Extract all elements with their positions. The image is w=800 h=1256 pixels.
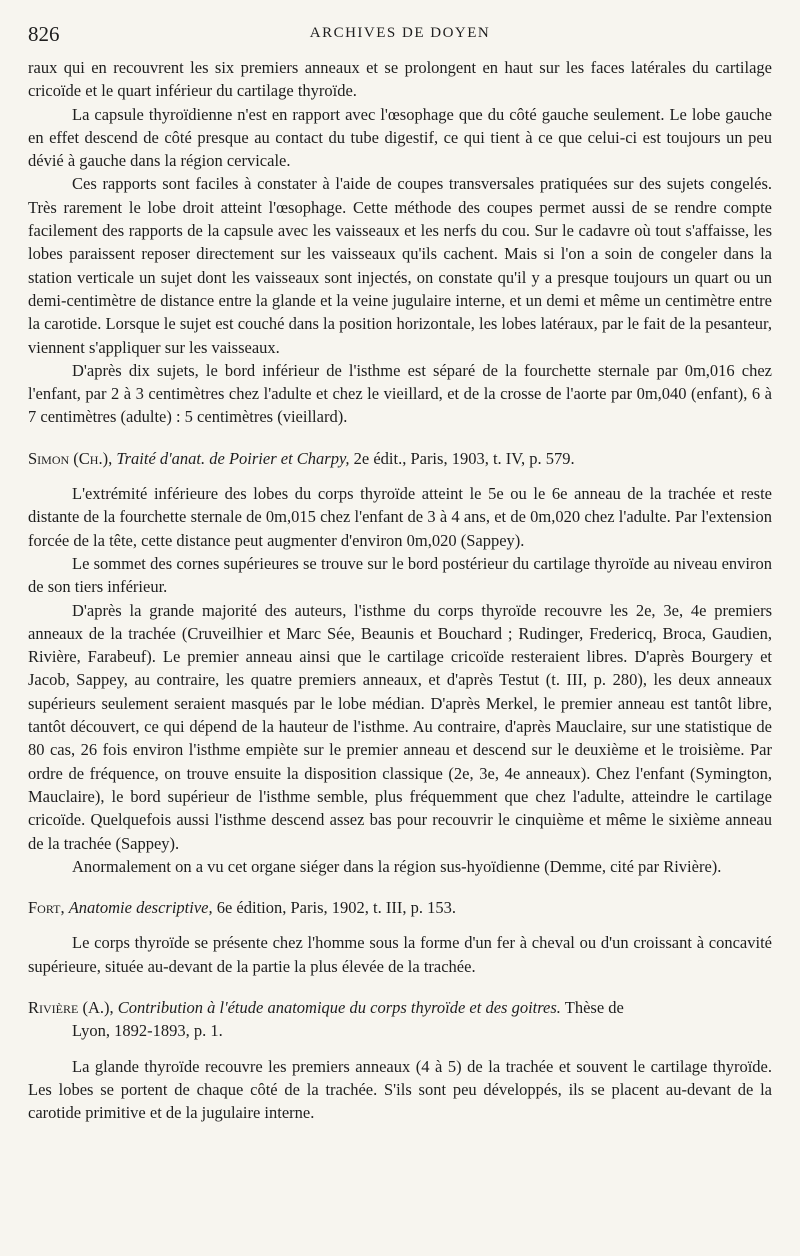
paragraph: L'extrémité inférieure des lobes du corps thyroïde atteint le 5e ou le 6e anneau de la trachée et reste distante de la fourchette sternale de 0m,015 chez l'enfant de 3 à 4 ans, et de 0m,020 chez l'adulte. Par l'extension forcée de la tête, cette distance peut augmenter d'environ 0m,020 (Sappey).	[28, 484, 772, 550]
running-head: ARCHIVES DE DOYEN	[309, 25, 491, 41]
reference-details: 2e édit., Paris, 1903, t. IV, p. 579.	[353, 448, 575, 468]
page-number: 826	[28, 22, 60, 46]
reference-fort	[28, 896, 772, 919]
page-header	[28, 22, 772, 56]
paragraph: La glande thyroïde recouvre les premiers anneaux (4 à 5) de la trachée et souvent le cartilage thyroïde. Les lobes se portent de chaque côté de la trachée. S'ils sont peu développés, ils se placent au-devant de la carotide primitive et de la jugulaire interne.	[28, 1056, 772, 1123]
paragraph: Le sommet des cornes supérieures se trouve sur le bord postérieur du cartilage thyroïde au niveau environ de son tiers inférieur.	[28, 553, 772, 597]
reference-simon	[28, 447, 772, 470]
reference-details: 6e édition, Paris, 1902, t. III, p. 153.	[216, 898, 456, 918]
reference-title: Contribution à l'étude anatomique du corps thyroïde et des goitres.	[117, 997, 561, 1017]
reference-title: Traité d'anat. de Poirier et Charpy,	[116, 448, 350, 468]
reference-author: Fort,	[28, 898, 65, 918]
reference-author: Rivière (A.),	[28, 997, 114, 1017]
paragraph: D'après la grande majorité des auteurs, l'isthme du corps thyroïde recouvre les 2e, 3e, 4e premiers anneaux de la trachée (Cruveilhier et Marc Sée, Beaunis et Bouchard ; Rudinger, Fredericq, Broca, Gaudien, Rivière, Farabeuf). Le premier anneau ainsi que le cartilage cricoïde resteraient libres. D'après Bourgery et Jacob, Sappey, au contraire, les quatre premiers anneaux, et d'après Testut (t. III, p. 280), les deux anneaux supérieurs seulement seraient masqués par le lobe médian. D'après Merkel, le premier anneau est tantôt libre, tantôt découvert, ce qui dépend de la hauteur de l'isthme. Au contraire, d'après Mauclaire, sur une statistique de 80 cas, 26 fois environ l'isthme empiète sur le premier anneau et descend sur le deuxième et le troisième. Par ordre de fréquence, on trouve ensuite la disposition classique (2e, 3e, 4e anneaux). Chez l'enfant (Symington, Mauclaire), le bord supérieur de l'isthme semble, plus fréquemment que chez l'adulte, atteindre le cartilage cricoïde. Quelquefois aussi l'isthme descend assez bas pour recouvrir le cinquième et même le sixième anneau de la trachée (Sappey).	[28, 600, 772, 853]
paragraph: Anormalement on a vu cet organe siéger dans la région sus-hyoïdienne (Demme, cité par Rivière).	[72, 856, 722, 876]
reference-title: Anatomie descriptive,	[68, 898, 213, 918]
reference-author: Simon (Ch.),	[28, 448, 113, 468]
reference-details: Thèse de	[564, 997, 624, 1017]
paragraph: La capsule thyroïdienne n'est en rapport avec l'œsophage que du côté gauche seulement. Le lobe gauche en effet descend de côté presque au contact du tube digestif, ce qui tient à ce que celui-ci est toujours un peu dévié à gauche dans la région cervicale.	[28, 104, 772, 171]
paragraph: Ces rapports sont faciles à constater à l'aide de coupes transversales pratiquées sur des sujets congelés. Très rarement le lobe droit atteint l'œsophage. Cette méthode des coupes permet aussi de se rendre compte facilement des rapports de la capsule avec les vaisseaux et les nerfs du cou. Sur le cadavre où tout s'affaisse, les lobes paraissent reposer directement sur les vaisseaux qu'ils cachent. Mais si l'on a soin de congeler dans la station verticale un sujet dont les vaisseaux sont injectés, on constate qu'il y a presque toujours un quart ou un demi-centimètre de distance entre la glande et la veine jugulaire interne, et un demi et même un centimètre entre la carotide. Lorsque le sujet est couché dans la position horizontale, les lobes latéraux, par le fait de la pesanteur, viennent s'appliquer sur les vaisseaux.	[28, 174, 772, 357]
paragraph: Le corps thyroïde se présente chez l'homme sous la forme d'un fer à cheval ou d'un croissant à concavité supérieure, située au-devant de la partie la plus élevée de la trachée.	[28, 933, 772, 976]
paragraph-continuation: raux qui en recouvrent les six premiers anneaux et se prolongent en haut sur les faces latérales du cartilage cricoïde et le quart inférieur du cartilage thyroïde.	[28, 58, 772, 101]
reference-details-line2: Lyon, 1892-1893, p. 1.	[72, 1021, 223, 1041]
paragraph: D'après dix sujets, le bord inférieur de l'isthme est séparé de la fourchette sternale par 0m,016 chez l'enfant, par 2 à 3 centimètres chez l'adulte et chez le vieillard, et de la crosse de l'aorte par 0m,040 (enfant), 6 à 7 centimètres (adulte) : 5 centimètres (vieillard).	[28, 360, 772, 427]
reference-riviere	[28, 996, 772, 1043]
